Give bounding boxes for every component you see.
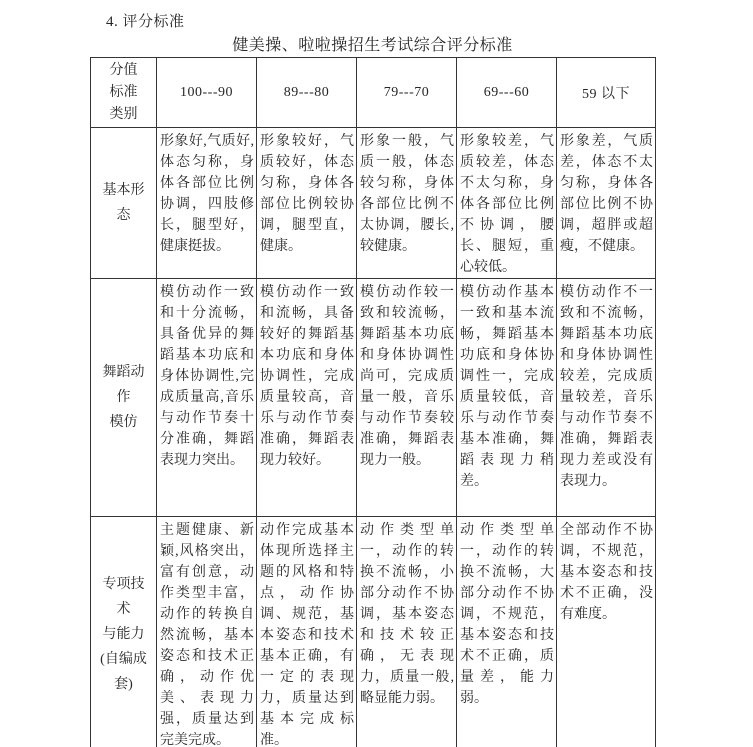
table-row-special-technique: [91, 517, 656, 747]
corner-header-cell: 分值 标准 类别: [91, 58, 157, 128]
table-header-row: [91, 58, 656, 128]
table-title: 健美操、啦啦操招生考试综合评分标准: [232, 37, 513, 54]
score-range-header-79-70: 79---70: [357, 58, 457, 128]
criteria-cell: 模仿动作较一致和较流畅，舞蹈基本功底和身体协调性尚可，完成质量一般，音乐与动作节奏较准确，舞蹈表现力一般。: [357, 279, 457, 517]
score-range-header-89-80: 89---80: [257, 58, 357, 128]
category-cell-dance-imitation: 舞蹈动 作 模仿: [91, 279, 157, 517]
criteria-cell: 形象较好，气质较好，体态匀称，身体各部位比例较协调，腿型直，健康。: [257, 128, 357, 279]
criteria-cell: 全部动作不协调，不规范，基本姿态和技术不正确，没有难度。: [557, 517, 656, 747]
criteria-cell: 模仿动作基本一致和基本流畅，舞蹈基本功底和身体协调性一，完成质量较低，音乐与动作节奏基本准确，舞蹈表现力稍差。: [457, 279, 557, 517]
scoring-table: [90, 57, 656, 747]
category-cell-special-technique: 专项技 术 与能力 (自编成 套): [91, 517, 157, 747]
criteria-cell: 模仿动作一致和流畅，具备较好的舞蹈基本功底和身体协调性，完成质量较高，音乐与动作节奏准确，舞蹈表现力较好。: [257, 279, 357, 517]
criteria-cell: 形象好,气质好,体态匀称，身体各部位比例协调，四肢修长，腿型好，健康挺拔。: [157, 128, 257, 279]
criteria-cell: 模仿动作不一致和不流畅，舞蹈基本功底和身体协调性较差，完成质量较差，音乐与动作节奏不准确，舞蹈表现力差或没有表现力。: [557, 279, 656, 517]
criteria-cell: 动作类型单一，动作的转换不流畅，小部分动作不协调，基本姿态和技术较正确，无表现力，质量一般,略显能力弱。: [357, 517, 457, 747]
criteria-cell: 形象较差，气质较差，体态不太匀称，身体各部位比例不协调，腰长、腿短，重心较低。: [457, 128, 557, 279]
section-heading: 4. 评分标准: [106, 14, 185, 30]
score-range-header-below-59: 59 以下: [557, 58, 656, 128]
criteria-cell: 形象一般，气质一般，体态较匀称，身体各部位比例不太协调，腰长,较健康。: [357, 128, 457, 279]
table-row-dance-imitation: [91, 279, 656, 517]
criteria-cell: 动作完成基本体现所选择主题的风格和特点，动作协调、规范，基本姿态和技术基本正确，有一定的表现力，质量达到基本完成标准。: [257, 517, 357, 747]
score-range-header-100-90: 100---90: [157, 58, 257, 128]
score-range-header-69-60: 69---60: [457, 58, 557, 128]
criteria-cell: 动作类型单一，动作的转换不流畅，大部分动作不协调，不规范，基本姿态和技术不正确，质量差，能力弱。: [457, 517, 557, 747]
criteria-cell: 主题健康、新颖,风格突出，富有创意，动作类型丰富，动作的转换自然流畅，基本姿态和技术正确，动作优美、表现力强，质量达到完美完成。: [157, 517, 257, 747]
criteria-cell: 形象差，气质差，体态不太匀称，身体各部位比例不协调，超胖或超瘦，不健康。: [557, 128, 656, 279]
category-cell-basic-form: 基本形 态: [91, 128, 157, 279]
table-row-basic-form: [91, 128, 656, 279]
criteria-cell: 模仿动作一致和十分流畅，具备优异的舞蹈基本功底和身体协调性,完成质量高,音乐与动作节奏十分准确，舞蹈表现力突出。: [157, 279, 257, 517]
